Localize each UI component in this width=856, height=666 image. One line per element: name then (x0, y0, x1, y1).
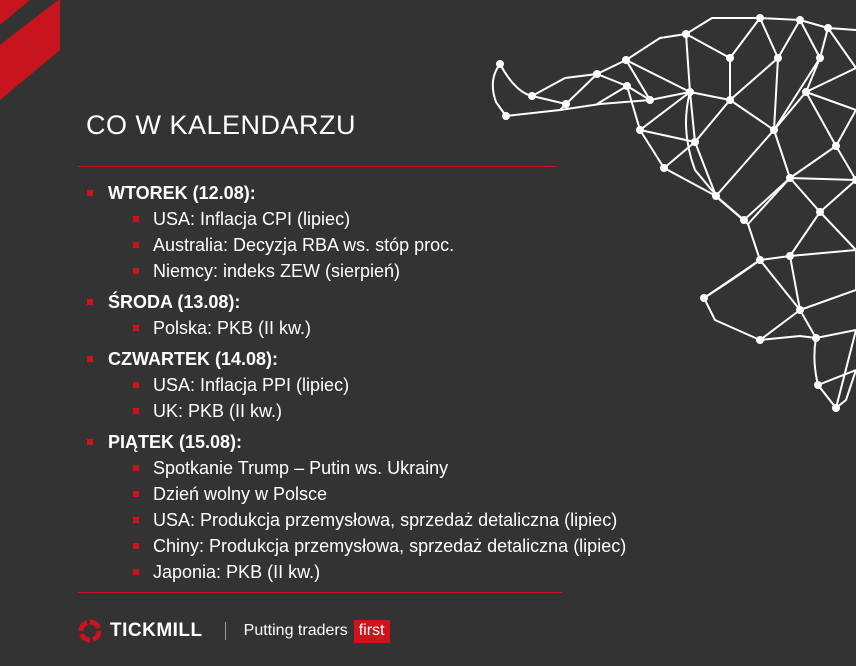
event-text: Polska: PKB (II kw.) (153, 318, 312, 338)
event-text: Chiny: Produkcja przemysłowa, sprzedaż detaliczna (lipiec) (153, 536, 627, 556)
event-text: Japonia: PKB (II kw.) (153, 562, 321, 582)
footer (78, 617, 390, 645)
day-heading (82, 346, 722, 372)
event-text: Spotkanie Trump – Putin ws. Ukrainy (153, 458, 449, 478)
red-square-bullet-icon (133, 216, 139, 222)
list-item (82, 258, 722, 284)
day-heading (82, 180, 722, 206)
day-label: PIĄTEK (15.08): (108, 432, 243, 452)
event-text: Australia: Decyzja RBA ws. stóp proc. (153, 235, 455, 255)
event-text: USA: Inflacja CPI (lipiec) (153, 209, 351, 229)
list-item (82, 372, 722, 398)
red-square-bullet-icon (133, 465, 139, 471)
corner-stripes-decoration (0, 0, 70, 110)
red-square-bullet-icon (133, 325, 139, 331)
list-item (82, 507, 722, 533)
red-square-bullet-icon (87, 190, 93, 196)
event-text: USA: Produkcja przemysłowa, sprzedaż detaliczna (lipiec) (153, 510, 618, 530)
list-item (82, 455, 722, 481)
list-item (82, 398, 722, 424)
brand-name: TICKMILL (110, 620, 203, 641)
red-square-bullet-icon (87, 439, 93, 445)
tagline-highlight: first (354, 620, 390, 643)
list-item (82, 232, 722, 258)
red-square-bullet-icon (133, 408, 139, 414)
day-label: CZWARTEK (14.08): (108, 349, 279, 369)
red-square-bullet-icon (133, 543, 139, 549)
event-text: Dzień wolny w Polsce (153, 484, 328, 504)
page-title: CO W KALENDARZU (86, 110, 357, 140)
red-square-bullet-icon (133, 517, 139, 523)
event-text: Niemcy: indeks ZEW (sierpień) (153, 261, 401, 281)
red-square-bullet-icon (87, 299, 93, 305)
day-label: ŚRODA (13.08): (108, 292, 241, 312)
calendar-agenda (82, 180, 722, 585)
red-square-bullet-icon (133, 242, 139, 248)
red-square-bullet-icon (133, 268, 139, 274)
day-heading (82, 289, 722, 315)
list-item (82, 206, 722, 232)
tagline: Putting traders (243, 622, 348, 639)
day-wednesday (82, 289, 722, 341)
list-item (82, 533, 722, 559)
red-square-bullet-icon (87, 356, 93, 362)
red-square-bullet-icon (133, 382, 139, 388)
footer-divider (78, 592, 562, 593)
event-text: USA: Inflacja PPI (lipiec) (153, 375, 350, 395)
footer-separator (225, 622, 226, 640)
day-friday (82, 429, 722, 585)
title-divider (78, 166, 556, 167)
list-item (82, 481, 722, 507)
day-label: WTOREK (12.08): (108, 183, 256, 203)
red-square-bullet-icon (133, 569, 139, 575)
list-item (82, 315, 722, 341)
day-tuesday (82, 180, 722, 284)
red-square-bullet-icon (133, 491, 139, 497)
event-text: UK: PKB (II kw.) (153, 401, 283, 421)
day-thursday (82, 346, 722, 424)
day-heading (82, 429, 722, 455)
list-item (82, 559, 722, 585)
tickmill-logo-icon (78, 619, 102, 643)
